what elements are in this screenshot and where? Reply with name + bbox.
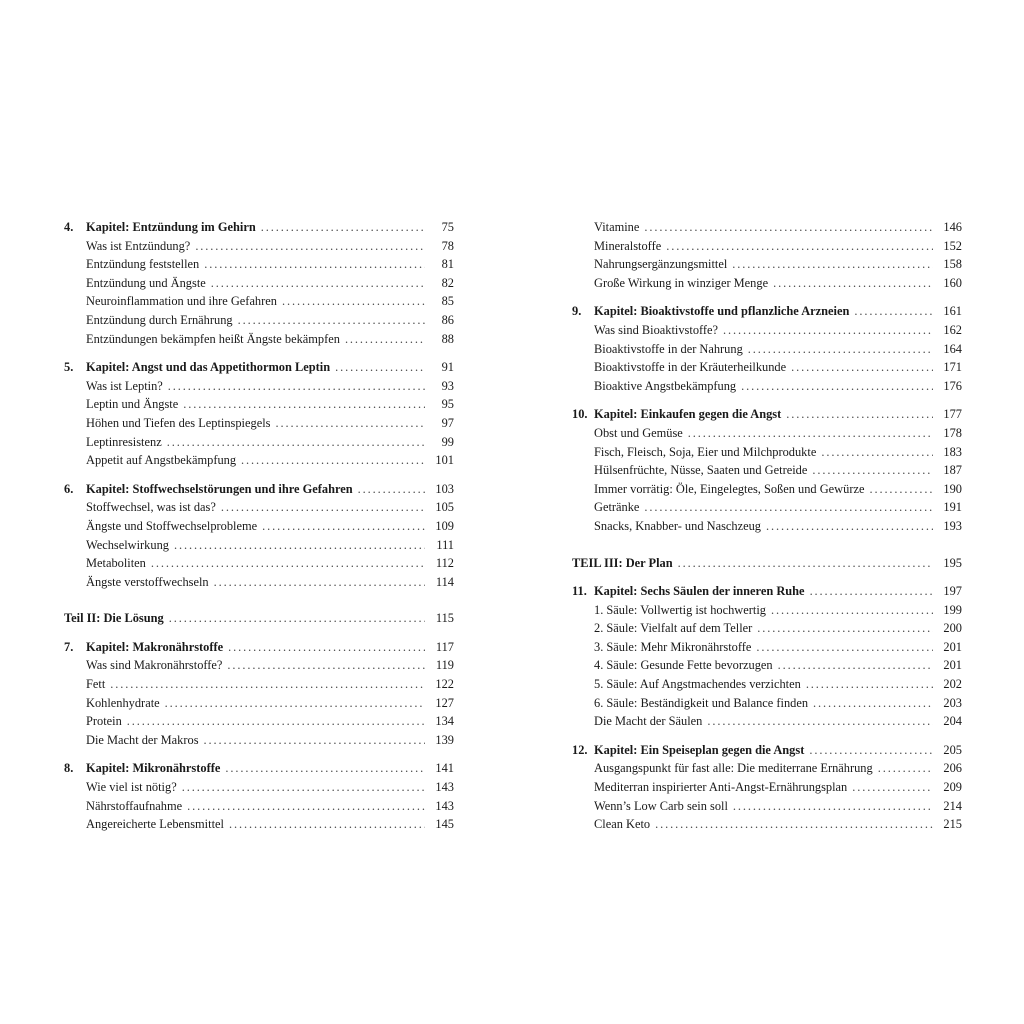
entry-title: 5. Säule: Auf Angstmachendes verzichten [594, 677, 801, 692]
toc-part-3[interactable] [572, 554, 962, 573]
leader-dots [854, 302, 933, 321]
page-number: 200 [943, 621, 962, 636]
chapter-title: Kapitel: Entzündung im Gehirn [86, 220, 256, 234]
leader-dots [221, 498, 425, 517]
page-number: 146 [943, 220, 962, 234]
toc-entry[interactable] [572, 694, 962, 713]
leader-dots [187, 797, 425, 816]
leader-dots [644, 218, 933, 237]
page-number: 103 [435, 481, 454, 496]
page-number: 112 [435, 556, 454, 571]
entry-title: Kohlenhydrate [86, 695, 160, 710]
toc-entry[interactable] [64, 292, 454, 311]
chapter-title: Kapitel: Ein Speiseplan gegen die Angst [594, 742, 805, 757]
page-number: 139 [435, 732, 454, 747]
leader-dots [678, 554, 933, 573]
entry-title: Nährstoffaufnahme [86, 798, 183, 813]
toc-entry[interactable] [64, 274, 454, 293]
leader-dots [204, 731, 425, 750]
entry-title: Nahrungsergänzungsmittel [594, 257, 728, 272]
chapter-title: Kapitel: Makronährstoffe [86, 639, 224, 654]
toc-entry[interactable] [64, 675, 454, 694]
page-number: 109 [435, 518, 454, 533]
toc-entry[interactable] [64, 554, 454, 573]
toc-entry[interactable] [572, 759, 962, 778]
entry-title: Entzündungen bekämpfen heißt Ängste bekämpfen [86, 331, 340, 346]
page-number: 197 [943, 584, 962, 599]
page-number: 82 [441, 275, 454, 290]
leader-dots [757, 619, 933, 638]
page-number: 190 [943, 481, 962, 496]
toc-entry[interactable] [572, 255, 962, 274]
leader-dots [666, 237, 933, 256]
leader-dots [169, 609, 425, 628]
entry-title: Clean Keto [594, 817, 651, 832]
leader-dots [174, 536, 425, 555]
leader-dots [809, 741, 933, 760]
chapter-number: 10. [572, 407, 588, 422]
entry-title: Fisch, Fleisch, Soja, Eier und Milchprodukte [594, 444, 817, 459]
toc-right-column [572, 218, 962, 834]
entry-title: Wenn’s Low Carb sein soll [594, 798, 728, 813]
page-number: 160 [943, 275, 962, 290]
chapter-number: 11. [572, 584, 587, 599]
chapter-title: Kapitel: Angst und das Appetithormon Leptin [86, 360, 331, 375]
page-number: 105 [435, 500, 454, 515]
leader-dots [151, 554, 425, 573]
toc-entry[interactable] [64, 694, 454, 713]
entry-title: 4. Säule: Gesunde Fette bevorzugen [594, 658, 773, 673]
entry-title: Metaboliten [86, 556, 146, 571]
leader-dots [229, 815, 425, 834]
entry-title: Die Macht der Säulen [594, 714, 703, 729]
chapter-number: 8. [64, 761, 74, 776]
toc-entry[interactable] [64, 712, 454, 731]
toc-entry[interactable] [572, 619, 962, 638]
leader-dots [644, 498, 933, 517]
page-number: 81 [441, 257, 454, 272]
leader-dots [214, 573, 425, 592]
toc-entry[interactable] [572, 377, 962, 396]
leader-dots [182, 778, 425, 797]
toc-entry[interactable] [572, 712, 962, 731]
page-number: 209 [943, 780, 962, 795]
leader-dots [741, 377, 933, 396]
chapter-title: Kapitel: Stoffwechselstörungen und ihre Gefahren [86, 481, 353, 496]
entry-title: Was ist Entzündung? [86, 238, 191, 253]
toc-entry[interactable] [572, 443, 962, 462]
entry-title: Mineralstoffe [594, 238, 662, 253]
toc-entry[interactable] [64, 451, 454, 470]
leader-dots [806, 675, 933, 694]
entry-title: Was sind Makronährstoffe? [86, 658, 223, 673]
toc-entry[interactable] [572, 237, 962, 256]
chapter-number: 12. [572, 742, 588, 757]
chapter-title: Kapitel: Einkaufen gegen die Angst [594, 407, 782, 422]
toc-entry[interactable] [64, 797, 454, 816]
toc-entry[interactable] [572, 638, 962, 657]
page-number: 95 [441, 397, 454, 412]
page-number: 206 [943, 761, 962, 776]
page-number: 193 [943, 518, 962, 533]
chapter-number: 9. [572, 304, 582, 319]
toc-entry[interactable] [572, 778, 962, 797]
toc-entry[interactable] [64, 573, 454, 592]
page-number: 203 [943, 695, 962, 710]
page-number: 134 [435, 714, 454, 729]
leader-dots [773, 274, 933, 293]
chapter-number: 6. [64, 481, 74, 496]
leader-dots [195, 237, 425, 256]
leader-dots [262, 517, 425, 536]
entry-title: Snacks, Knabber- und Naschzeug [594, 518, 761, 533]
entry-title: Große Wirkung in winziger Menge [594, 275, 769, 290]
leader-dots [261, 218, 425, 237]
page-number: 127 [435, 695, 454, 710]
page-number: 177 [943, 407, 962, 422]
toc-chapter-11[interactable] [572, 582, 962, 601]
toc-left-column [64, 218, 454, 834]
entry-title: Was sind Bioaktivstoffe? [594, 322, 719, 337]
toc-chapter-4[interactable] [64, 218, 454, 237]
toc-chapter-12[interactable] [572, 741, 962, 760]
page-number: 215 [943, 817, 962, 832]
page-number: 183 [943, 444, 962, 459]
page-number: 93 [441, 378, 454, 393]
toc-entry[interactable] [572, 424, 962, 443]
toc-entry[interactable] [64, 395, 454, 414]
toc-part-2[interactable] [64, 609, 454, 628]
toc-entry[interactable] [64, 377, 454, 396]
leader-dots [813, 694, 933, 713]
toc-entry[interactable] [572, 218, 962, 237]
toc-entry[interactable] [572, 517, 962, 536]
toc-entry[interactable] [572, 274, 962, 293]
entry-title: Wechselwirkung [86, 537, 169, 552]
leader-dots [282, 292, 425, 311]
page-number: 158 [943, 257, 962, 272]
leader-dots [345, 330, 425, 349]
chapter-title: Kapitel: Mikronährstoffe [86, 761, 221, 776]
toc-entry[interactable] [572, 656, 962, 675]
toc-entry[interactable] [572, 461, 962, 480]
leader-dots [778, 656, 933, 675]
entry-title: Fett [86, 677, 106, 692]
page-number: 99 [441, 434, 454, 449]
page-number: 101 [435, 453, 454, 468]
page-number: 176 [943, 378, 962, 393]
entry-title: Bioaktivstoffe in der Nahrung [594, 341, 743, 356]
toc-entry[interactable] [64, 237, 454, 256]
leader-dots [228, 638, 425, 657]
toc-entry[interactable] [572, 815, 962, 834]
toc-entry[interactable] [572, 498, 962, 517]
page-number: 88 [441, 331, 454, 346]
toc-entry[interactable] [572, 797, 962, 816]
part-title: Teil II: Die Lösung [64, 611, 164, 626]
toc-entry[interactable] [64, 255, 454, 274]
leader-dots [878, 759, 933, 778]
leader-dots [748, 340, 933, 359]
toc-entry[interactable] [64, 414, 454, 433]
chapter-title: Kapitel: Bioaktivstoffe und pflanzliche Arzneien [594, 304, 850, 319]
page-number: 86 [441, 312, 454, 327]
leader-dots [732, 255, 933, 274]
page-number: 187 [943, 463, 962, 478]
toc-chapter-10[interactable] [572, 405, 962, 424]
page-number: 214 [943, 798, 962, 813]
leader-dots [225, 759, 425, 778]
page-number: 199 [943, 602, 962, 617]
page-number: 111 [436, 537, 454, 552]
toc-chapter-5[interactable] [64, 358, 454, 377]
page-number: 97 [441, 415, 454, 430]
entry-title: Leptin und Ängste [86, 397, 179, 412]
chapter-title: Kapitel: Sechs Säulen der inneren Ruhe [594, 584, 805, 599]
toc-entry[interactable] [64, 731, 454, 750]
leader-dots [227, 656, 425, 675]
entry-title: Ängste und Stoffwechselprobleme [86, 518, 258, 533]
page-number: 145 [435, 817, 454, 832]
chapter-number: 5. [64, 360, 74, 375]
leader-dots [688, 424, 933, 443]
page-number: 161 [943, 304, 962, 319]
entry-title: Bioaktive Angstbekämpfung [594, 378, 737, 393]
entry-title: Die Macht der Makros [86, 732, 199, 747]
leader-dots [238, 311, 425, 330]
page-number: 78 [441, 238, 454, 253]
toc-entry[interactable] [572, 480, 962, 499]
leader-dots [791, 358, 933, 377]
leader-dots [167, 433, 425, 452]
toc-entry[interactable] [64, 517, 454, 536]
entry-title: Was ist Leptin? [86, 378, 163, 393]
leader-dots [204, 255, 425, 274]
entry-title: Immer vorrätig: Öle, Eingelegtes, Soßen und Gewürze [594, 481, 865, 496]
leader-dots [211, 274, 425, 293]
leader-dots [723, 321, 933, 340]
chapter-number: 4. [64, 220, 74, 234]
toc-entry[interactable] [64, 311, 454, 330]
page-number: 204 [943, 714, 962, 729]
entry-title: Entzündung und Ängste [86, 275, 206, 290]
entry-title: 2. Säule: Vielfalt auf dem Teller [594, 621, 753, 636]
entry-title: Entzündung durch Ernährung [86, 312, 233, 327]
toc-entry[interactable] [64, 433, 454, 452]
leader-dots [786, 405, 933, 424]
entry-title: Vitamine [594, 220, 640, 234]
toc-entry[interactable] [572, 340, 962, 359]
page-number: 202 [943, 677, 962, 692]
page-number: 141 [435, 761, 454, 776]
page-number: 117 [435, 639, 454, 654]
entry-title: Mediterran inspirierter Anti-Angst-Ernährungsplan [594, 780, 848, 795]
page-number: 143 [435, 780, 454, 795]
page-number: 75 [441, 220, 454, 234]
leader-dots [707, 712, 933, 731]
toc-entry[interactable] [64, 656, 454, 675]
page-number: 85 [441, 294, 454, 309]
entry-title: Angereicherte Lebensmittel [86, 817, 224, 832]
page-number: 119 [435, 658, 454, 673]
leader-dots [733, 797, 933, 816]
leader-dots [869, 480, 933, 499]
leader-dots [771, 601, 933, 620]
page-number: 171 [943, 360, 962, 375]
leader-dots [241, 451, 425, 470]
toc-chapter-7[interactable] [64, 638, 454, 657]
toc-chapter-6[interactable] [64, 480, 454, 499]
page-number: 191 [943, 500, 962, 515]
leader-dots [110, 675, 425, 694]
entry-title: Wie viel ist nötig? [86, 780, 177, 795]
page-number: 201 [943, 658, 962, 673]
page-number: 114 [435, 574, 454, 589]
entry-title: Neuroinflammation und ihre Gefahren [86, 294, 277, 309]
page-number: 143 [435, 798, 454, 813]
entry-title: Getränke [594, 500, 640, 515]
entry-title: Bioaktivstoffe in der Kräuterheilkunde [594, 360, 787, 375]
leader-dots [756, 638, 933, 657]
page-number: 195 [943, 555, 962, 570]
entry-title: Stoffwechsel, was ist das? [86, 500, 216, 515]
toc-chapter-8[interactable] [64, 759, 454, 778]
entry-title: Appetit auf Angstbekämpfung [86, 453, 237, 468]
toc-entry[interactable] [64, 815, 454, 834]
toc-entry[interactable] [64, 498, 454, 517]
page-number: 122 [435, 677, 454, 692]
entry-title: Ängste verstoffwechseln [86, 574, 209, 589]
page-number: 205 [943, 742, 962, 757]
entry-title: Protein [86, 714, 122, 729]
entry-title: 1. Säule: Vollwertig ist hochwertig [594, 602, 766, 617]
entry-title: Obst und Gemüse [594, 425, 683, 440]
page-number: 164 [943, 341, 962, 356]
toc-entry[interactable] [572, 321, 962, 340]
toc-entry[interactable] [572, 675, 962, 694]
leader-dots [812, 461, 933, 480]
chapter-number: 7. [64, 639, 74, 654]
entry-title: 6. Säule: Beständigkeit und Balance finden [594, 695, 809, 710]
leader-dots [165, 694, 425, 713]
leader-dots [766, 517, 933, 536]
part-title: TEIL III: Der Plan [572, 555, 673, 570]
page-number: 152 [943, 238, 962, 253]
entry-title: Hülsenfrüchte, Nüsse, Saaten und Getreide [594, 463, 808, 478]
toc-entry[interactable] [572, 601, 962, 620]
leader-dots [358, 480, 425, 499]
leader-dots [821, 443, 933, 462]
entry-title: 3. Säule: Mehr Mikronährstoffe [594, 639, 752, 654]
leader-dots [183, 395, 425, 414]
toc-chapter-9[interactable] [572, 302, 962, 321]
toc-entry[interactable] [64, 330, 454, 349]
entry-title: Höhen und Tiefen des Leptinspiegels [86, 415, 271, 430]
entry-title: Leptinresistenz [86, 434, 162, 449]
page-number: 91 [441, 360, 454, 375]
toc-entry[interactable] [572, 358, 962, 377]
page-number: 162 [943, 322, 962, 337]
page-number: 115 [435, 611, 454, 626]
leader-dots [127, 712, 425, 731]
leader-dots [335, 358, 425, 377]
entry-title: Ausgangspunkt für fast alle: Die mediterrane Ernährung [594, 761, 873, 776]
leader-dots [810, 582, 933, 601]
leader-dots [275, 414, 425, 433]
leader-dots [655, 815, 933, 834]
page-number: 201 [943, 639, 962, 654]
page-number: 178 [943, 425, 962, 440]
entry-title: Entzündung feststellen [86, 257, 200, 272]
leader-dots [168, 377, 425, 396]
leader-dots [852, 778, 933, 797]
toc-entry[interactable] [64, 778, 454, 797]
toc-entry[interactable] [64, 536, 454, 555]
